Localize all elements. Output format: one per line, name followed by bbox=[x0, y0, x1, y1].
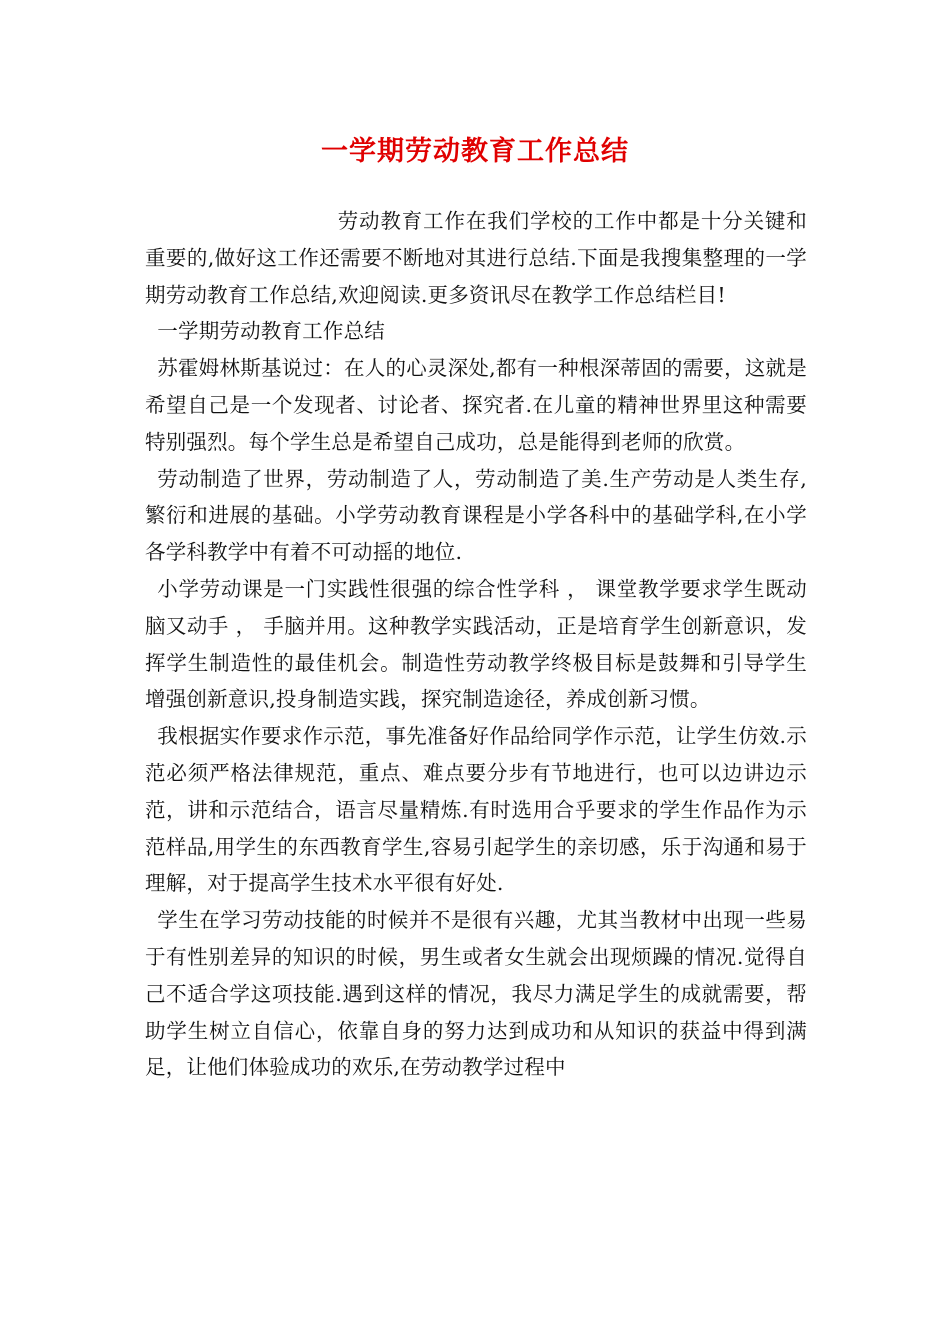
document-body bbox=[145, 203, 807, 1086]
body-paragraph-1: 苏霍姆林斯基说过：在人的心灵深处,都有一种根深蒂固的需要，这就是希望自己是一个发现者、讨论者、探究者.在儿童的精神世界里这种需要特别强烈。每个学生总是希望自己成功，总是能得到老师的欣赏。 bbox=[145, 356, 807, 454]
intro-paragraph: 劳动教育工作在我们学校的工作中都是十分关键和重要的,做好这工作还需要不断地对其进行总结.下面是我搜集整理的一学期劳动教育工作总结,欢迎阅读.更多资讯尽在教学工作总结栏目! bbox=[145, 209, 807, 307]
body-paragraph-3: 小学劳动课是一门实践性很强的综合性学科 ， 课堂教学要求学生既动脑又动手 ， 手脑并用。这种教学实践活动，正是培育学生创新意识，发挥学生制造性的最佳机会。制造性劳动教学终极目标是鼓舞和引导学生增强创新意识,投身制造实践，探究制造途径，养成创新习惯。 bbox=[145, 576, 807, 712]
body-paragraph-4: 我根据实作要求作示范，事先准备好作品给同学作示范，让学生仿效.示范必须严格法律规范，重点、难点要分步有节地进行，也可以边讲边示范，讲和示范结合，语言尽量精炼.有时选用合乎要求的学生作品作为示范样品,用学生的东西教育学生,容易引起学生的亲切感，乐于沟通和易于理解，对于提高学生技术水平很有好处. bbox=[145, 724, 807, 896]
body-paragraph-2: 劳动制造了世界，劳动制造了人，劳动制造了美.生产劳动是人类生存,繁衍和进展的基础。小学劳动教育课程是小学各科中的基础学科,在小学各学科教学中有着不可动摇的地位. bbox=[145, 466, 807, 565]
body-paragraph-5: 学生在学习劳动技能的时候并不是很有兴趣，尤其当教材中出现一些易于有性别差异的知识的时候，男生或者女生就会出现烦躁的情况.觉得自己不适合学这项技能.遇到这样的情况，我尽力满足学生的成就需要，帮助学生树立自信心，依靠自身的努力达到成功和从知识的获益中得到满足，让他们体验成功的欢乐,在劳动教学过程中 bbox=[145, 908, 807, 1080]
document-title: 一学期劳动教育工作总结 bbox=[321, 136, 629, 167]
section-heading: 一学期劳动教育工作总结 bbox=[157, 319, 385, 344]
